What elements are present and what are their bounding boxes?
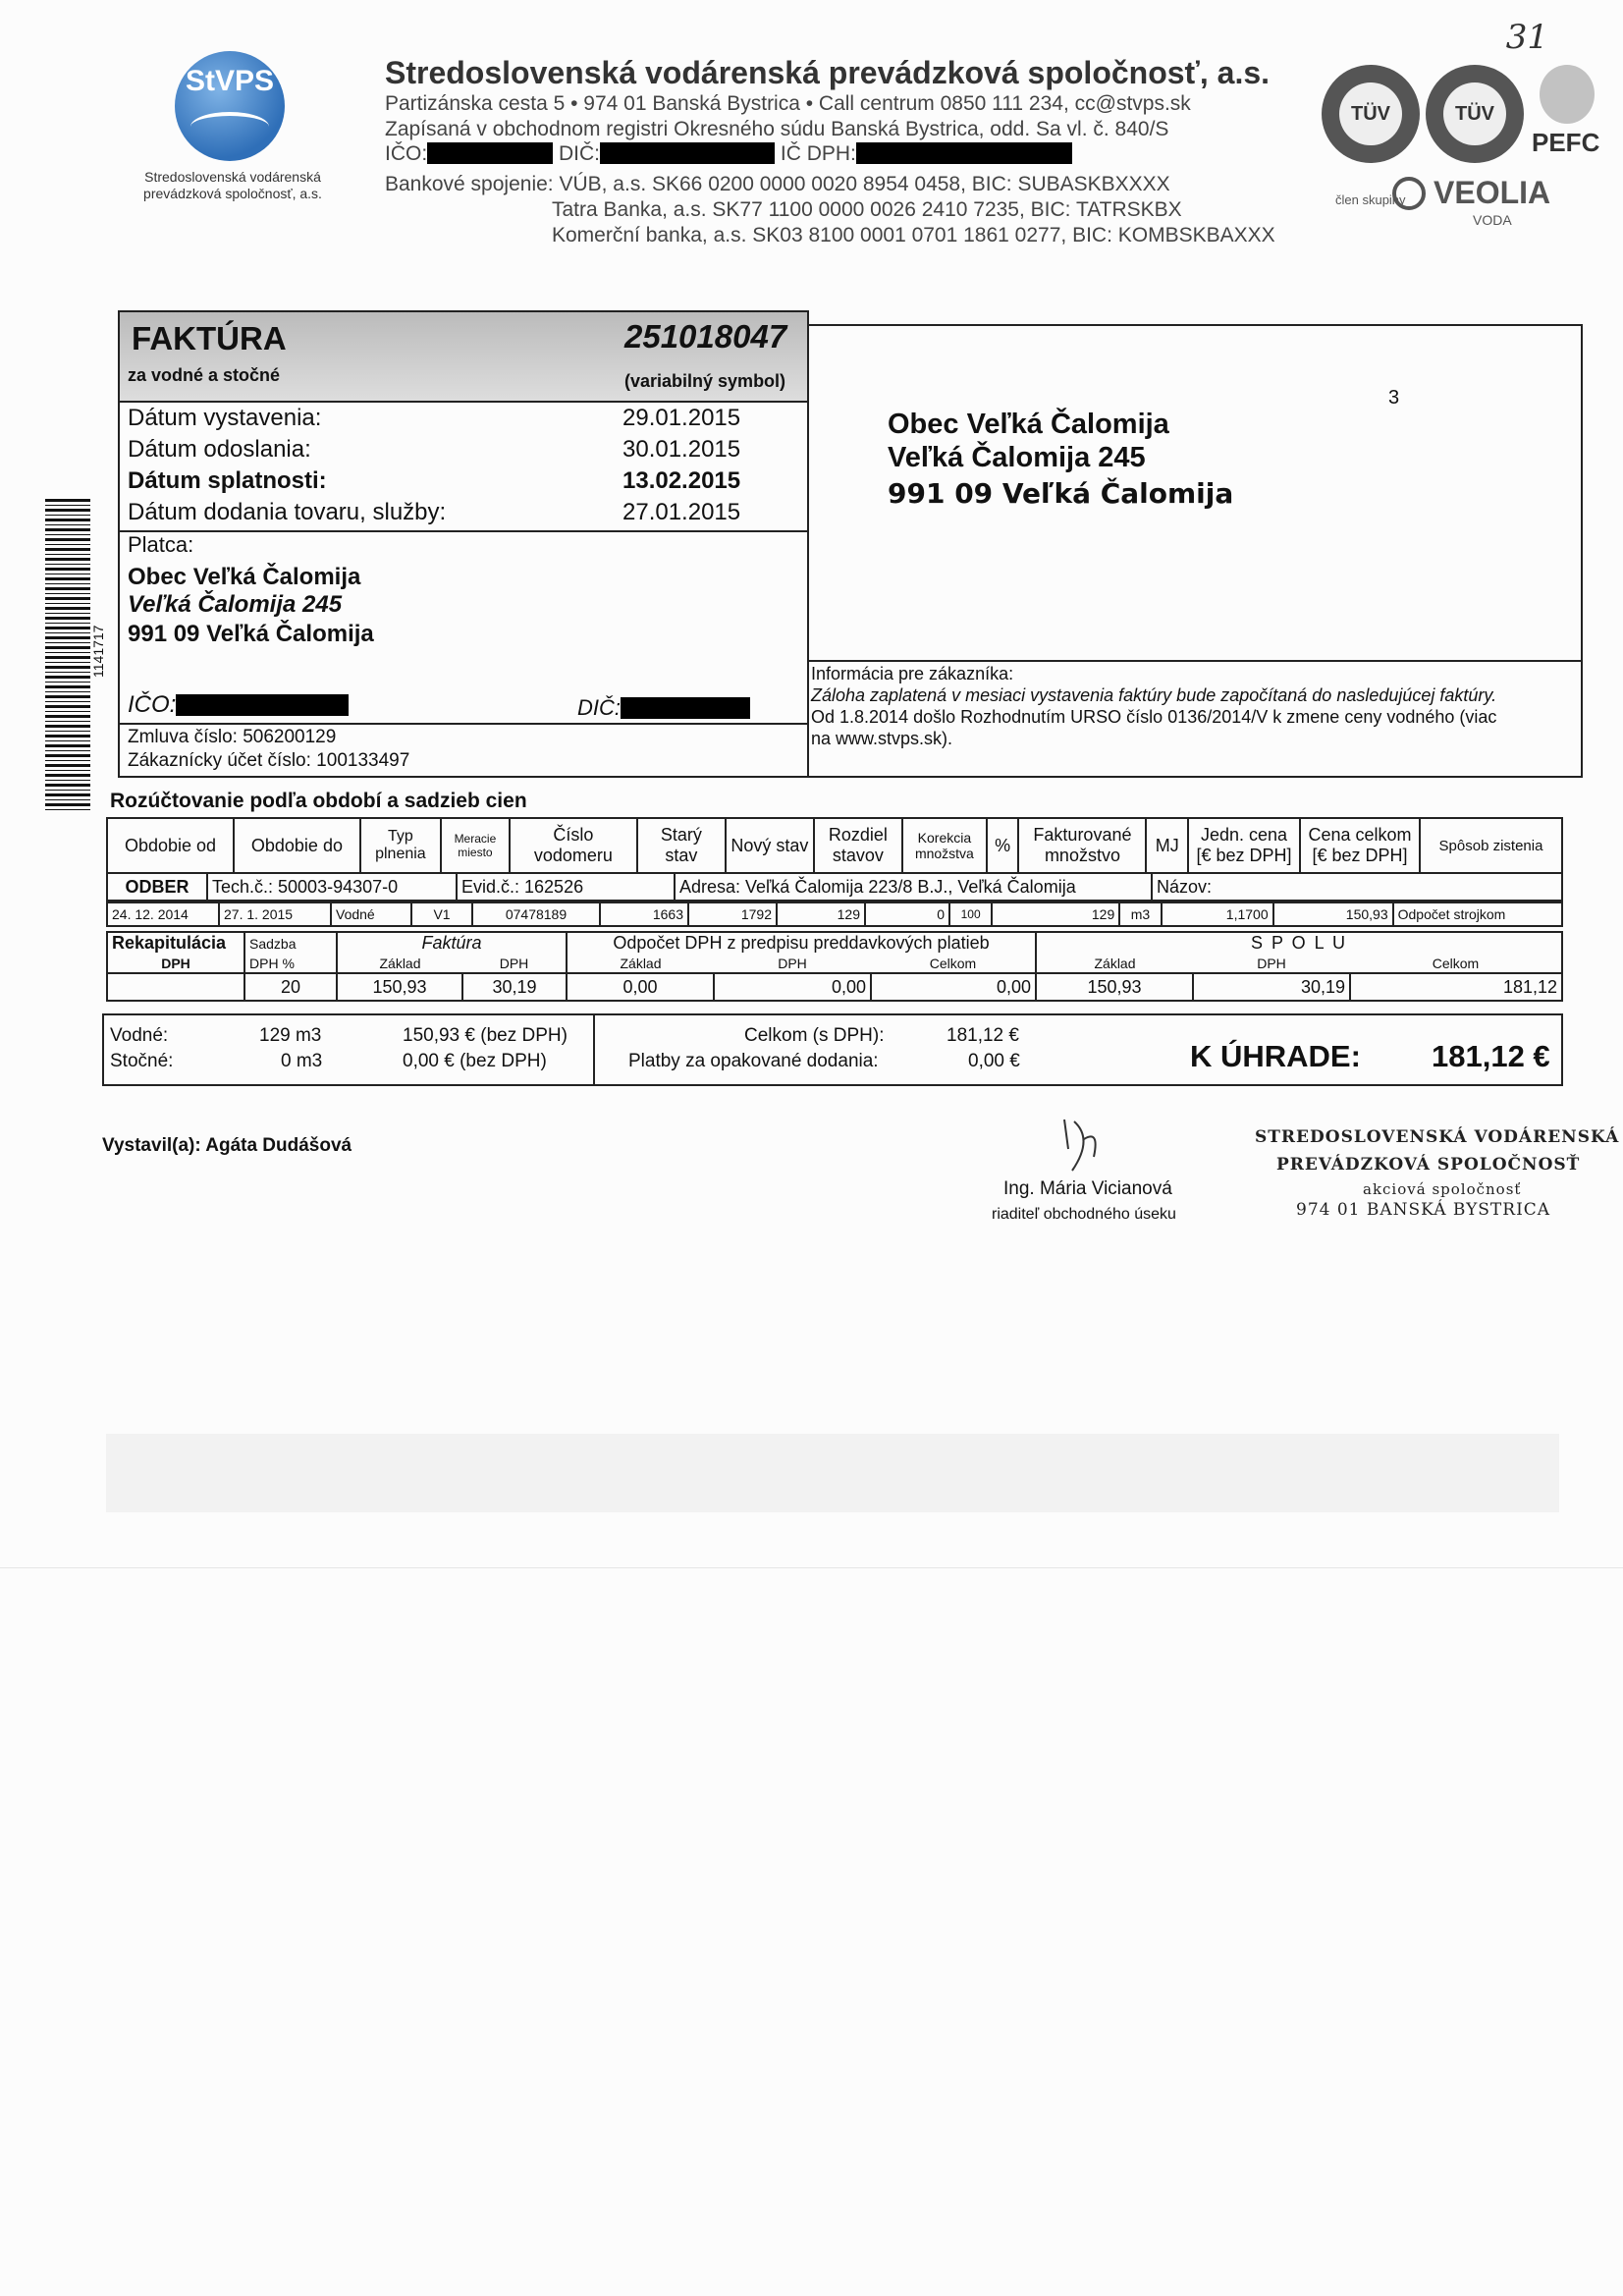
info-line-3: na www.stvps.sk). [811,729,953,748]
cell: 1792 [688,902,777,926]
recap-dph-col: DPH [462,954,567,973]
ico-label: IČO: [385,142,428,165]
recap-odpocet: Odpočet DPH z predpisu preddavkových platieb [567,932,1036,954]
payer-line-1: Obec Veľká Čalomija [128,564,361,590]
company-address: Partizánska cesta 5 • 974 01 Banská Bystrica • Call centrum 0850 111 234, cc@stvps.sk [385,92,1191,115]
cell: 1,1700 [1162,902,1273,926]
signature-icon [1055,1110,1113,1178]
company-logo [175,51,285,161]
pefc-icon [1540,65,1595,124]
payer-line-3: 991 09 Veľká Čalomija [128,621,374,647]
cell: 150,93 [1273,902,1393,926]
col-header: Typ plnenia [360,818,441,873]
recipient-line-3: 991 09 Veľká Čalomija [888,477,1234,510]
logo-caption-line-1: Stredoslovenská vodárenská [144,169,321,185]
cell: 0,00 [871,973,1036,1001]
recap-values-row [107,973,1562,1001]
cell: 24. 12. 2014 [107,902,219,926]
date-label-issue: Dátum vystavenia: [128,405,322,431]
payer-ico: IČO: [128,691,349,719]
k-uhrade-label: K ÚHRADE: [1190,1039,1361,1073]
col-header: Nový stav [726,818,814,873]
col-header: Starý stav [637,818,726,873]
redaction-bar [427,142,553,164]
recap-celkom-3: Celkom [1350,954,1562,973]
invoice-title: FAKTÚRA [132,320,287,356]
stamp-line-3: akciová spoločnosť [1363,1180,1522,1198]
date-value-issue: 29.01.2015 [622,405,741,431]
recap-dph-3: DPH [1193,954,1350,973]
pefc-logo: PEFC [1532,128,1600,157]
odber-address: Adresa: Veľká Čalomija 223/8 B.J., Veľká Čalomija [675,873,1152,901]
cell: 0,00 [714,973,871,1001]
company-name: Stredoslovenská vodárenská prevádzková spoločnosť, a.s. [385,55,1271,90]
cell: Odpočet strojkom [1393,902,1562,926]
col-header: Obdobie od [107,818,234,873]
signer-name: Ing. Mária Vicianová [1003,1178,1172,1199]
date-value-sent: 30.01.2015 [622,436,741,463]
info-line-1: Záloha zaplatená v mesiaci vystavenia faktúry bude započítaná do nasledujúcej faktúry. [811,685,1497,705]
platby-value: 0,00 € [968,1051,1020,1071]
breakdown-data-table [106,902,1563,927]
date-value-due: 13.02.2015 [622,467,741,494]
divider [593,1013,595,1086]
stocne-qty: 0 m3 [281,1051,323,1071]
recap-table [106,931,1563,1002]
issued-by: Vystavil(a): Agáta Dudášová [102,1135,352,1156]
vodne-amount: 150,93 € (bez DPH) [403,1025,568,1046]
cell: 181,12 [1350,973,1562,1001]
breakdown-table [106,817,1563,874]
recap-title: Rekapitulácia [107,932,244,954]
col-header: Jedn. cena [€ bez DPH] [1188,818,1300,873]
veolia-icon [1392,177,1426,210]
divider [118,530,809,532]
col-header: Číslo vodomeru [510,818,637,873]
cell: 150,93 [1036,973,1193,1001]
platby-label: Platby za opakované dodania: [628,1051,879,1071]
invoice-subtitle: za vodné a stočné [128,365,281,385]
recap-zaklad-2: Základ [567,954,714,973]
date-label-due: Dátum splatnosti: [128,467,327,494]
logo-wave-icon [190,112,269,141]
veolia-logo: VEOLIA [1434,175,1551,210]
cell: 100 [949,902,992,926]
col-header: Spôsob zistenia [1420,818,1562,873]
veolia-sub: VODA [1473,212,1512,228]
recap-spolu: S P O L U [1036,932,1562,954]
logo-caption [124,169,342,202]
odber-evid: Evid.č.: 162526 [457,873,675,901]
logo-text: StVPS [185,65,275,97]
col-header: Obdobie do [234,818,360,873]
odber-label: ODBER [107,873,207,901]
recap-dph-pct: DPH % [244,954,337,973]
payer-dic: DIČ: [577,695,750,721]
recipient-number: 3 [1388,387,1400,409]
odber-nazov: Názov: [1152,873,1562,901]
cell: 30,19 [462,973,567,1001]
recap-dph: DPH [107,954,244,973]
tuv-cert-badge: TÜV [1322,65,1420,163]
invoice-number-label: (variabilný symbol) [624,371,786,391]
recap-celkom-2: Celkom [871,954,1036,973]
cell: 150,93 [337,973,462,1001]
stamp-line-4: 974 01 BANSKÁ BYSTRICA [1296,1200,1551,1220]
cell: 1663 [600,902,688,926]
redaction-bar [856,142,1072,164]
signer-role: riaditeľ obchodného úseku [992,1206,1176,1223]
logo-caption-line-2: prevádzková spoločnosť, a.s. [143,186,322,201]
redaction-bar [176,694,349,716]
vodne-label: Vodné: [110,1025,169,1046]
cell: Vodné [331,902,411,926]
col-header: Korekcia množstva [902,818,987,873]
col-header: Meracie miesto [441,818,510,873]
odber-row-table [106,872,1563,902]
stocne-label: Stočné: [110,1051,174,1071]
cell: 20 [244,973,337,1001]
stocne-amount: 0,00 € (bez DPH) [403,1051,547,1071]
info-title: Informácia pre zákazníka: [811,664,1014,683]
date-value-delivery: 27.01.2015 [622,499,741,525]
info-line-2: Od 1.8.2014 došlo Rozhodnutím URSO číslo 0136/2014/V k zmene ceny vodného (viac [811,707,1497,727]
customer-account: Zákaznícky účet číslo: 100133497 [128,750,410,771]
company-ids [385,142,1072,166]
barcode [45,499,90,811]
cell: 129 [992,902,1119,926]
recap-sadzba: Sadzba [244,932,337,954]
cell [107,973,244,1001]
divider [118,723,809,725]
stamp-line-1: STREDOSLOVENSKÁ VODÁRENSKÁ [1255,1127,1620,1147]
page-number-mark: 31 [1505,18,1548,57]
col-header: MJ [1146,818,1188,873]
odber-tech: Tech.č.: 50003-94307-0 [207,873,457,901]
date-label-sent: Dátum odoslania: [128,436,311,463]
odber-row [107,873,1562,901]
breakdown-header-row [107,818,1562,873]
cell: m3 [1119,902,1161,926]
celkom-value: 181,12 € [947,1025,1019,1046]
k-uhrade-value: 181,12 € [1432,1039,1550,1073]
divider [118,401,809,403]
redaction-bar [621,697,750,719]
table-row [107,902,1562,926]
company-registry: Zapísaná v obchodnom registri Okresného súdu Banská Bystrica, odd. Sa vl. č. 840/S [385,118,1169,140]
col-header: Rozdiel stavov [814,818,902,873]
invoice-number: 251018047 [624,318,787,355]
contract-number: Zmluva číslo: 506200129 [128,727,337,747]
breakdown-title: Rozúčtovanie podľa období a sadzieb cien [110,790,527,812]
barcode-number: 1141717 [90,625,106,678]
scan-shadow [106,1434,1559,1512]
redaction-bar [600,142,775,164]
recipient-line-1: Obec Veľká Čalomija [888,409,1169,440]
tuv-cert-badge-2: TÜV [1426,65,1524,163]
bank-line-3: Komerční banka, a.s. SK03 8100 0001 0701 1861 0277, BIC: KOMBSKBAXXX [552,224,1275,246]
col-header: Cena celkom [€ bez DPH] [1300,818,1420,873]
member-of-group: člen skupiny [1335,192,1406,207]
recap-zaklad-3: Základ [1036,954,1193,973]
divider [807,660,1583,662]
bank-line-1: Bankové spojenie: VÚB, a.s. SK66 0200 0000 0020 8954 0458, BIC: SUBASKBXXXX [385,173,1170,195]
bank-line-2: Tatra Banka, a.s. SK77 1100 0000 0026 2410 7235, BIC: TATRSKBX [552,198,1182,221]
payer-label: Platca: [128,532,194,557]
fold-line [0,1567,1623,1568]
cell: 0,00 [567,973,714,1001]
cell: 27. 1. 2015 [219,902,331,926]
recipient-line-2: Veľká Čalomija 245 [888,442,1146,473]
recap-faktura: Faktúra [337,932,567,954]
cell: 07478189 [472,902,600,926]
dic-label: DIČ: [559,142,601,165]
cell: 129 [777,902,865,926]
vodne-qty: 129 m3 [259,1025,322,1046]
cell: V1 [411,902,472,926]
cell: 0 [865,902,949,926]
cell: 30,19 [1193,973,1350,1001]
recap-zaklad: Základ [337,954,462,973]
date-label-delivery: Dátum dodania tovaru, služby: [128,499,447,525]
stamp-line-2: PREVÁDZKOVÁ SPOLOČNOSŤ [1276,1155,1581,1175]
payer-line-2: Veľká Čalomija 245 [128,591,343,618]
col-header: Fakturované množstvo [1018,818,1146,873]
celkom-label: Celkom (s DPH): [744,1025,885,1046]
recap-dph-2: DPH [714,954,871,973]
ic-dph-label: IČ DPH: [780,142,856,165]
col-header: % [987,818,1019,873]
